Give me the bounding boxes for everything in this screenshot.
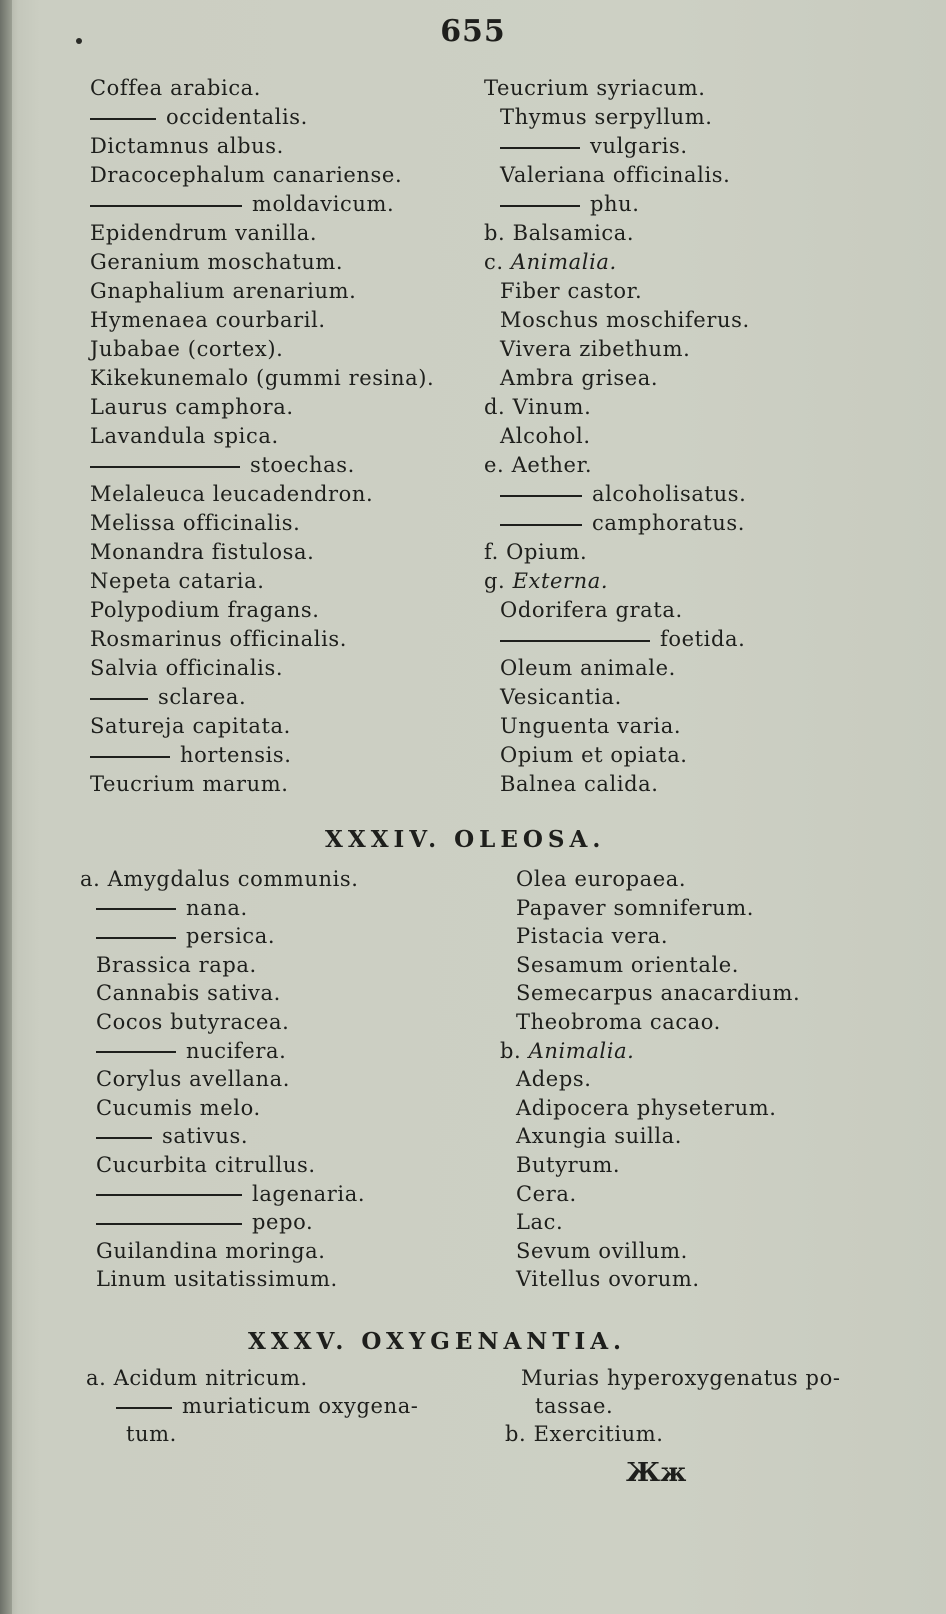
entry-italic-text: Externa. xyxy=(512,569,609,593)
entry-line xyxy=(516,1267,700,1291)
entry-italic-text: Animalia. xyxy=(528,1038,635,1063)
ditto-dash xyxy=(96,1194,242,1196)
entry-text: Rosmarinus officinalis. xyxy=(90,627,348,651)
entry-line xyxy=(90,337,283,361)
ditto-dash xyxy=(96,1137,152,1139)
entry-line xyxy=(90,76,261,100)
entry-text: Epidendrum vanilla. xyxy=(90,221,318,245)
entry-italic-text: Animalia. xyxy=(510,250,617,274)
entry-line xyxy=(96,1153,316,1177)
entry-line xyxy=(96,924,275,948)
entry-text: Fiber castor. xyxy=(500,279,643,303)
entry-text: Balnea calida. xyxy=(500,772,659,796)
entry-text: Papaver somniferum. xyxy=(516,895,755,920)
entry-line xyxy=(484,76,706,100)
entry-text: Sesamum orientale. xyxy=(516,952,740,977)
entry-text: Ambra grisea. xyxy=(500,366,659,390)
entry-line xyxy=(500,772,659,796)
entry-line xyxy=(96,896,248,920)
entry-line xyxy=(500,482,746,506)
entry-text: b. xyxy=(500,1038,529,1063)
ditto-dash xyxy=(90,756,170,758)
entry-line xyxy=(90,743,292,767)
entry-text: nana. xyxy=(186,895,248,920)
entry-line xyxy=(516,1210,563,1234)
entry-text: c. xyxy=(484,250,511,274)
entry-line xyxy=(116,1394,419,1418)
entry-text: sativus. xyxy=(162,1124,249,1149)
entry-text: Jubabae (cortex). xyxy=(90,337,284,361)
entry-text: lagenaria. xyxy=(252,1181,366,1206)
ditto-dash xyxy=(90,466,240,468)
entry-text: Brassica rapa. xyxy=(96,952,257,977)
entry-line xyxy=(90,656,283,680)
entry-line xyxy=(90,540,314,564)
entry-line xyxy=(500,308,750,332)
entry-text: a. Acidum nitricum. xyxy=(86,1366,308,1390)
entry-line xyxy=(90,395,294,419)
entry-text: Dictamnus albus. xyxy=(90,134,284,158)
entry-line xyxy=(516,1124,682,1148)
entry-text: Hymenaea courbaril. xyxy=(90,308,326,332)
entry-line xyxy=(90,627,347,651)
ditto-dash xyxy=(90,698,148,700)
entry-text: f. Opium. xyxy=(484,540,588,564)
entry-line xyxy=(90,569,265,593)
section-heading-xxxiv: XXXIV. OLEOSA. xyxy=(325,826,606,853)
entry-line xyxy=(90,511,300,535)
entry-line xyxy=(500,743,688,767)
entry-text: Corylus avellana. xyxy=(96,1067,290,1092)
entry-text: Guilandina moringa. xyxy=(96,1238,326,1263)
entry-line xyxy=(484,221,634,245)
entry-line xyxy=(500,163,730,187)
entry-line xyxy=(96,1239,326,1263)
entry-text: tum. xyxy=(126,1422,177,1446)
entry-line xyxy=(90,424,279,448)
ditto-dash xyxy=(96,1051,176,1053)
entry-text: Salvia officinalis. xyxy=(90,656,284,680)
entry-line xyxy=(90,366,434,390)
entry-text: occidentalis. xyxy=(166,105,308,129)
entry-text: Geranium moschatum. xyxy=(90,250,344,274)
entry-line xyxy=(535,1394,613,1418)
entry-text: Vitellus ovorum. xyxy=(516,1267,700,1292)
entry-text: Oleum animale. xyxy=(500,656,676,680)
ditto-dash xyxy=(96,908,176,910)
entry-text: a. Amygdalus communis. xyxy=(80,867,359,891)
entry-line xyxy=(500,424,591,448)
entry-text: Alcohol. xyxy=(500,424,591,448)
ditto-dash xyxy=(500,524,582,526)
entry-line xyxy=(484,250,617,274)
entry-line xyxy=(90,192,394,216)
entry-text: vulgaris. xyxy=(590,134,688,158)
entry-text: Murias hyperoxygenatus po- xyxy=(521,1366,841,1390)
entry-line xyxy=(500,1039,634,1063)
entry-text: phu. xyxy=(590,192,640,216)
entry-line xyxy=(90,453,355,477)
entry-line xyxy=(484,453,592,477)
entry-line xyxy=(521,1366,841,1390)
ditto-dash xyxy=(96,1223,242,1225)
entry-line xyxy=(500,511,745,535)
entry-line xyxy=(516,1010,721,1034)
entry-text: Monandra fistulosa. xyxy=(90,540,315,564)
entry-text: camphoratus. xyxy=(592,511,745,535)
ditto-dash xyxy=(500,147,580,149)
entry-text: Melissa officinalis. xyxy=(90,511,301,535)
entry-line xyxy=(500,627,745,651)
entry-text: Cucumis melo. xyxy=(96,1095,261,1120)
entry-line xyxy=(516,1096,777,1120)
entry-text: Axungia suilla. xyxy=(516,1124,683,1149)
entry-line xyxy=(90,279,356,303)
entry-line xyxy=(90,105,308,129)
entry-line xyxy=(96,953,257,977)
entry-line xyxy=(90,598,320,622)
section-heading-xxxv: XXXV. OXYGENANTIA. xyxy=(248,1328,627,1355)
entry-text: Cera. xyxy=(516,1181,577,1206)
entry-text: nucifera. xyxy=(186,1038,287,1063)
entry-text: Teucrium syriacum. xyxy=(484,76,706,100)
entry-text: alcoholisatus. xyxy=(592,482,747,506)
entry-line xyxy=(90,308,326,332)
entry-text: Melaleuca leucadendron. xyxy=(90,482,374,506)
entry-line xyxy=(505,1422,664,1446)
entry-line xyxy=(516,1153,620,1177)
entry-text: Linum usitatissimum. xyxy=(96,1267,338,1292)
entry-text: Opium et opiata. xyxy=(500,743,688,767)
entry-line xyxy=(500,192,640,216)
entry-line xyxy=(96,981,281,1005)
entry-text: Pistacia vera. xyxy=(516,924,669,949)
entry-text: e. Aether. xyxy=(484,453,593,477)
ditto-dash xyxy=(90,205,242,207)
entry-text: Cocos butyracea. xyxy=(96,1010,290,1034)
ditto-dash xyxy=(116,1407,172,1409)
entry-text: Theobroma cacao. xyxy=(516,1010,721,1034)
entry-text: Adipocera physeterum. xyxy=(516,1095,777,1120)
entry-text: Moschus moschiferus. xyxy=(500,308,750,332)
entry-text: Valeriana officinalis. xyxy=(500,163,731,187)
entry-line xyxy=(500,714,681,738)
entry-line xyxy=(96,1182,365,1206)
entry-line xyxy=(90,250,343,274)
entry-text: Cucurbita citrullus. xyxy=(96,1153,316,1177)
entry-text: d. Vinum. xyxy=(484,395,592,419)
entry-line xyxy=(484,569,608,593)
entry-line xyxy=(90,482,373,506)
entry-line xyxy=(500,656,676,680)
entry-text: Lac. xyxy=(516,1210,564,1235)
entry-line xyxy=(484,395,591,419)
ditto-dash xyxy=(500,205,580,207)
entry-line xyxy=(80,867,359,891)
entry-text: Semecarpus anacardium. xyxy=(516,981,801,1006)
entry-line xyxy=(516,896,754,920)
entry-line xyxy=(96,1124,248,1148)
entry-line xyxy=(96,1039,286,1063)
entry-line xyxy=(96,1096,261,1120)
entry-line xyxy=(516,1067,592,1091)
entry-text: Nepeta cataria. xyxy=(90,569,265,593)
page-binding-edge xyxy=(0,0,12,1614)
entry-line xyxy=(500,105,713,129)
entry-line xyxy=(516,867,686,891)
entry-text: Cannabis sativa. xyxy=(96,981,281,1006)
entry-line xyxy=(516,1239,688,1263)
entry-line xyxy=(86,1366,308,1390)
ditto-dash xyxy=(500,495,582,497)
signature-mark: Жж xyxy=(626,1458,687,1488)
entry-line xyxy=(516,981,800,1005)
entry-line xyxy=(90,134,284,158)
entry-text: Dracocephalum canariense. xyxy=(90,163,403,187)
entry-text: sclarea. xyxy=(158,685,247,709)
entry-text: Satureja capitata. xyxy=(90,714,291,738)
entry-line xyxy=(126,1422,177,1446)
entry-text: Laurus camphora. xyxy=(90,395,294,419)
ditto-dash xyxy=(500,640,650,642)
entry-text: tassae. xyxy=(535,1394,614,1418)
entry-line xyxy=(90,772,289,796)
entry-line xyxy=(90,221,317,245)
ditto-dash xyxy=(90,118,156,120)
entry-text: persica. xyxy=(186,924,276,949)
ditto-dash xyxy=(96,937,176,939)
entry-line xyxy=(90,163,402,187)
entry-line xyxy=(90,685,246,709)
entry-text: Teucrium marum. xyxy=(90,772,289,796)
entry-text: Lavandula spica. xyxy=(90,424,279,448)
entry-text: Kikekunemalo (gummi resina). xyxy=(90,366,435,390)
entry-text: b. Balsamica. xyxy=(484,221,635,245)
entry-line xyxy=(516,1182,577,1206)
entry-line xyxy=(96,1010,289,1034)
entry-text: Odorifera grata. xyxy=(500,598,683,622)
entry-text: Sevum ovillum. xyxy=(516,1238,688,1263)
entry-line xyxy=(500,279,642,303)
entry-text: b. Exercitium. xyxy=(505,1422,664,1446)
entry-text: muriaticum oxygena- xyxy=(182,1394,419,1418)
entry-text: Gnaphalium arenarium. xyxy=(90,279,357,303)
entry-line xyxy=(500,366,658,390)
entry-line xyxy=(500,685,622,709)
entry-text: Vesicantia. xyxy=(500,685,622,709)
page-number: 655 xyxy=(440,14,506,49)
entry-line xyxy=(516,924,668,948)
entry-line xyxy=(96,1267,338,1291)
entry-text: stoechas. xyxy=(250,453,355,477)
entry-text: moldavicum. xyxy=(252,192,395,216)
entry-line xyxy=(96,1210,313,1234)
entry-text: Adeps. xyxy=(516,1067,592,1092)
entry-line xyxy=(500,134,688,158)
entry-text: Butyrum. xyxy=(516,1153,621,1177)
entry-text: Olea europaea. xyxy=(516,867,687,891)
entry-line xyxy=(484,540,587,564)
entry-line xyxy=(500,337,690,361)
entry-text: Coffea arabica. xyxy=(90,76,262,100)
entry-text: g. xyxy=(484,569,513,593)
entry-text: hortensis. xyxy=(180,743,292,767)
entry-line xyxy=(96,1067,290,1091)
entry-text: Vivera zibethum. xyxy=(500,337,691,361)
entry-text: pepo. xyxy=(252,1210,314,1235)
entry-text: Thymus serpyllum. xyxy=(500,105,713,129)
entry-line xyxy=(516,953,739,977)
entry-text: foetida. xyxy=(660,627,746,651)
entry-text: Polypodium fragans. xyxy=(90,598,320,622)
entry-line xyxy=(90,714,291,738)
entry-text: Unguenta varia. xyxy=(500,714,682,738)
entry-line xyxy=(500,598,683,622)
